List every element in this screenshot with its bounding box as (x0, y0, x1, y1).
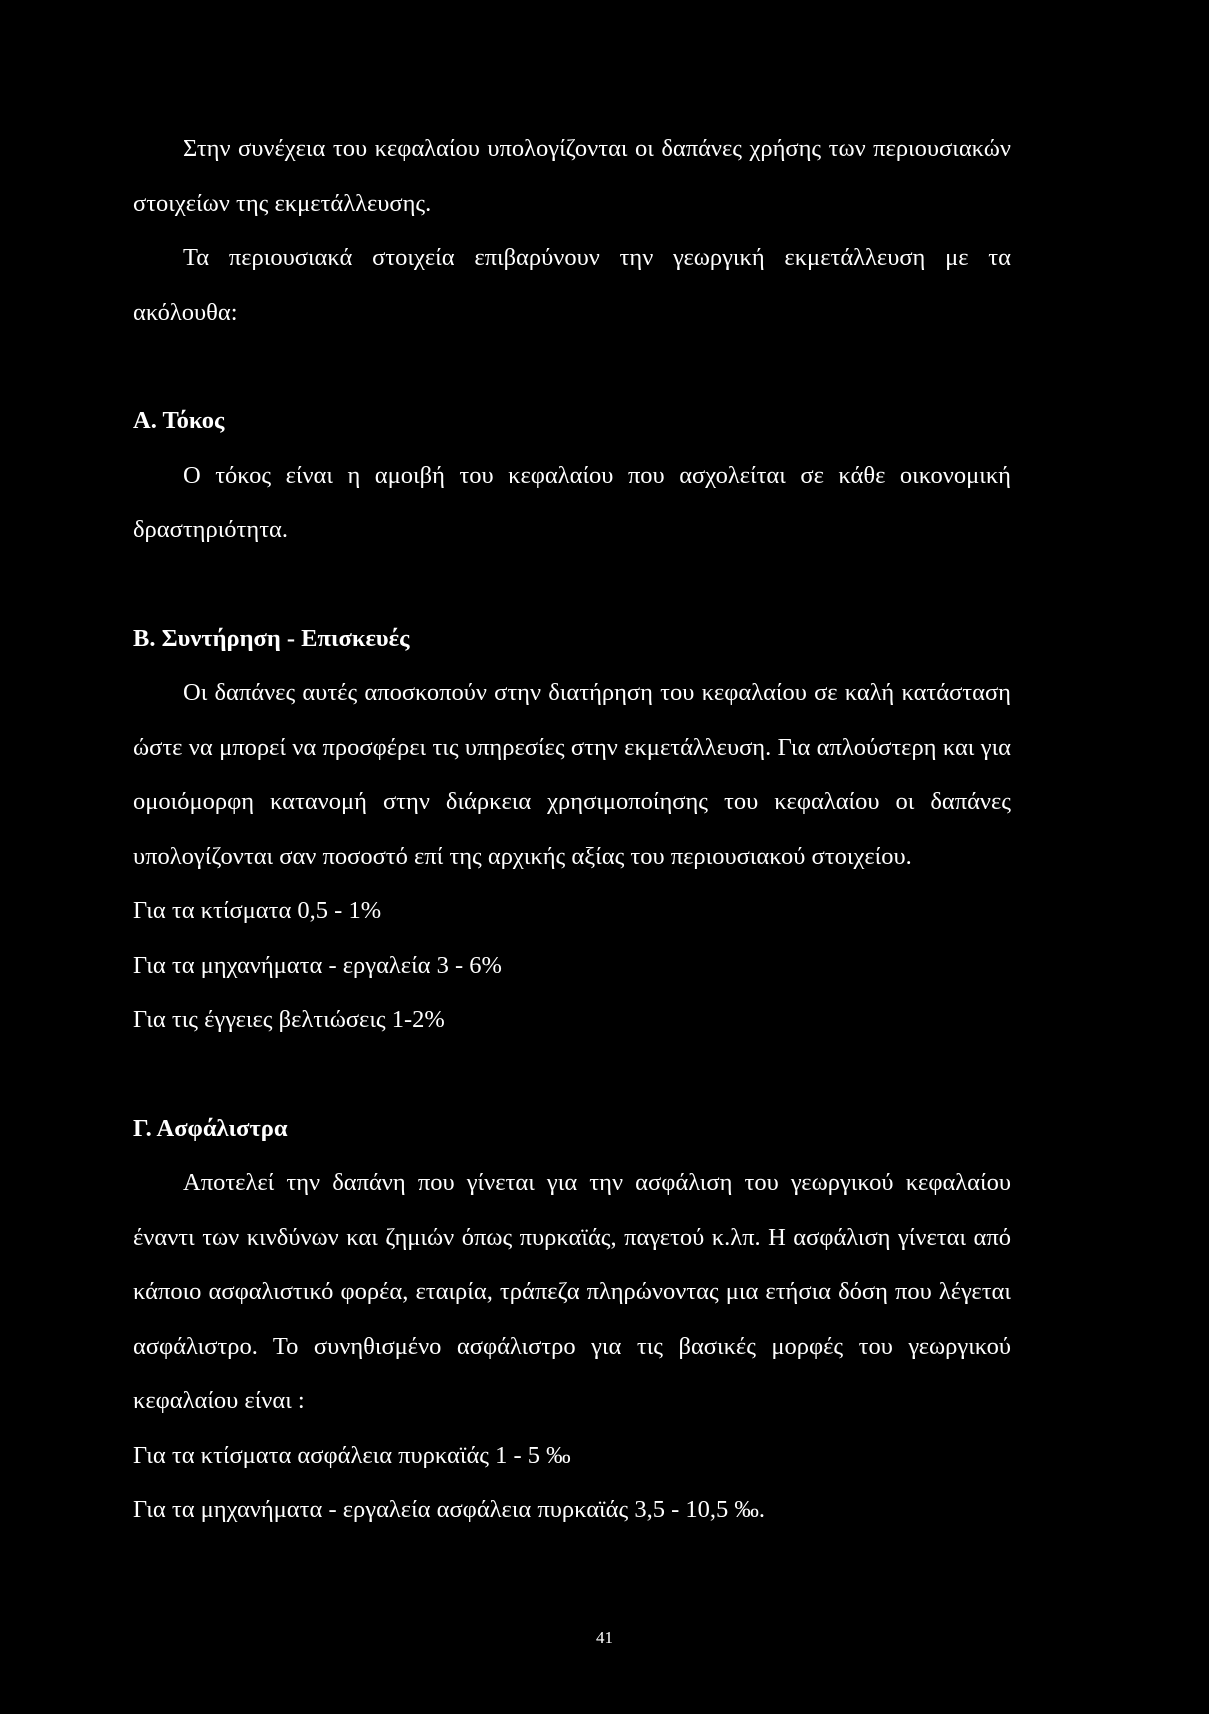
page-number: 41 (596, 1628, 613, 1647)
intro-paragraph-2: Τα περιουσιακά στοιχεία επιβαρύνουν την γεωργική εκμετάλλευση με τα ακόλουθα: (133, 244, 1011, 326)
section-c-heading: Γ. Ασφάλιστρα (133, 1114, 288, 1142)
section-b-rate-land-improvements: Για τις έγγειες βελτιώσεις 1-2% (133, 1006, 445, 1033)
spacer (133, 340, 1011, 394)
section-a-heading: Α. Τόκος (133, 407, 225, 434)
spacer (133, 558, 1011, 612)
document-page (133, 122, 1011, 1538)
section-b-rate-machinery: Για τα μηχανήματα - εργαλεία 3 - 6% (133, 951, 502, 979)
section-b-rate-buildings: Για τα κτίσματα 0,5 - 1% (133, 897, 382, 924)
intro-paragraph-1: Στην συνέχεια του κεφαλαίου υπολογίζονται οι δαπάνες χρήσης των περιουσιακών στοιχείων της εκμετάλλευσης. (133, 135, 1011, 217)
section-c-paragraph: Αποτελεί την δαπάνη που γίνεται για την ασφάλιση του γεωργικού κεφαλαίου έναντι των κινδύνων και ζημιών όπως πυρκαϊάς, παγετού κ.λπ. Η ασφάλιση γίνεται από κάποιο ασφαλιστικό φορέα, εταιρία, τράπεζα πληρώνοντας μια ετήσια δόση που λέγεται ασφάλιστρο. Το συνηθισμένο ασφάλιστρο για τις βασικές μορφές του γεωργικού κεφαλαίου είναι : (133, 1169, 1011, 1414)
section-c-rate-buildings: Για τα κτίσματα ασφάλεια πυρκαϊάς 1 - 5 ‰ (133, 1441, 571, 1469)
section-c-rate-machinery: Για τα μηχανήματα - εργαλεία ασφάλεια πυρκαϊάς 3,5 - 10,5 ‰. (133, 1496, 765, 1523)
section-b-heading: Β. Συντήρηση - Επισκευές (133, 624, 410, 652)
spacer (133, 1048, 1011, 1102)
section-a-paragraph: Ο τόκος είναι η αμοιβή του κεφαλαίου που ασχολείται σε κάθε οικονομική δραστηριότητα. (133, 461, 1011, 543)
section-b-paragraph: Οι δαπάνες αυτές αποσκοπούν στην διατήρηση του κεφαλαίου σε καλή κατάσταση ώστε να μπορεί να προσφέρει τις υπηρεσίες στην εκμετάλλευση. Για απλούστερη και για ομοιόμορφη κατανομή στην διάρκεια χρησιμοποίησης του κεφαλαίου οι δαπάνες υπολογίζονται σαν ποσοστό επί της αρχικής αξίας του περιουσιακού στοιχείου. (133, 679, 1011, 870)
